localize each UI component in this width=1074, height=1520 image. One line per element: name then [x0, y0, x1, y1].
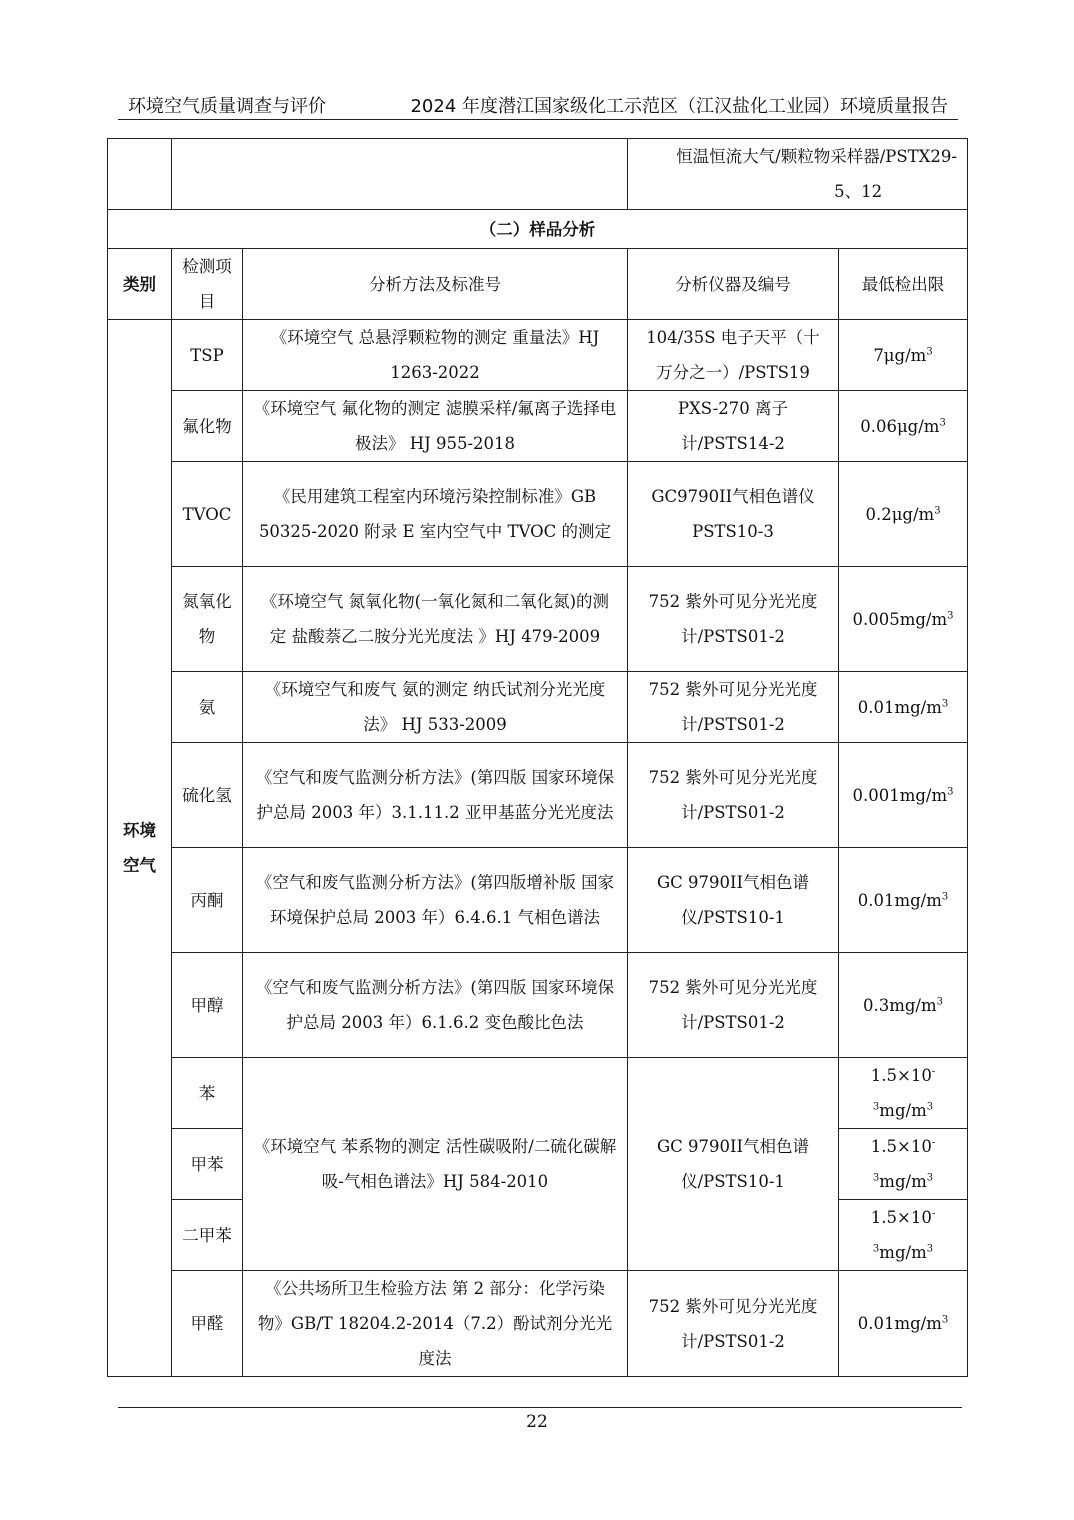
limit-unit-exponent: 3	[926, 1101, 934, 1113]
method-cell: 《空气和废气监测分析方法》(第四版 国家环境保护总局 2003 年）6.1.6.2 变色酸比色法	[243, 953, 628, 1058]
limit-unit-exponent: 3	[926, 1172, 934, 1184]
limit-cell	[839, 462, 968, 567]
limit-exponent-sign: -	[931, 1137, 936, 1149]
method-cell: 《民用建筑工程室内环境污染控制标准》GB 50325-2020 附录 E 室内空气中 TVOC 的测定	[243, 462, 628, 567]
header-right-title: 2024 年度潜江国家级化工示范区（江汉盐化工业园）环境质量报告	[410, 96, 948, 117]
limit-cell	[839, 1129, 968, 1200]
table-row	[108, 953, 968, 1058]
limit-exponent: 3	[936, 996, 944, 1007]
page-header	[118, 92, 958, 120]
limit-exponent: 3	[941, 891, 949, 902]
limit-unit: mg/m	[879, 1172, 927, 1191]
table-row	[108, 672, 968, 743]
method-cell: 《环境空气 氟化物的测定 滤膜采样/氟离子选择电极法》 HJ 955-2018	[243, 391, 628, 462]
table-row	[108, 743, 968, 848]
limit-value: 1.5×10	[870, 1208, 932, 1227]
limit-cell	[839, 1058, 968, 1129]
item-cell: 甲醛	[172, 1271, 243, 1377]
instrument-cell: 752 紫外可见分光光度计/PSTS01-2	[628, 953, 839, 1058]
sampler-instrument-line1: 恒温恒流大气/颗粒物采样器/PSTX29-	[676, 147, 958, 166]
limit-unit: mg/m	[879, 1101, 927, 1120]
item-cell: 甲醇	[172, 953, 243, 1058]
limit-cell	[839, 1271, 968, 1377]
table-row	[108, 391, 968, 462]
table-header-row	[108, 249, 968, 320]
limit-cell	[839, 1200, 968, 1271]
limit-cell	[839, 743, 968, 848]
table-row	[108, 139, 968, 210]
method-cell: 《空气和废气监测分析方法》(第四版 国家环境保护总局 2003 年）3.1.11.2 亚甲基蓝分光光度法	[243, 743, 628, 848]
limit-value: 0.005mg/m	[852, 609, 948, 629]
limit-value: 0.06μg/m	[860, 416, 940, 436]
item-cell: TVOC	[172, 462, 243, 567]
item-cell: 丙酮	[172, 848, 243, 953]
item-cell: 硫化氢	[172, 743, 243, 848]
table-row	[108, 462, 968, 567]
limit-cell	[839, 391, 968, 462]
limit-value: 0.001mg/m	[852, 785, 948, 805]
limit-exponent: 3	[947, 610, 954, 621]
sampler-instrument-line2: 5、12	[834, 182, 883, 201]
table-row	[108, 1058, 968, 1129]
limit-value: 0.01mg/m	[857, 697, 942, 717]
footer-divider	[118, 1407, 962, 1408]
column-header-instrument: 分析仪器及编号	[628, 249, 839, 320]
limit-exponent-sign: -	[931, 1208, 936, 1220]
item-cell: 二甲苯	[172, 1200, 243, 1271]
limit-exponent: 3	[872, 1101, 880, 1113]
limit-exponent: 3	[934, 505, 941, 516]
method-cell: 《环境空气 总悬浮颗粒物的测定 重量法》HJ 1263-2022	[243, 320, 628, 391]
column-header-method: 分析方法及标准号	[243, 249, 628, 320]
limit-cell	[839, 567, 968, 672]
limit-value: 1.5×10	[870, 1137, 932, 1156]
item-cell: 甲苯	[172, 1129, 243, 1200]
section-row	[108, 210, 968, 249]
instrument-cell: GC9790II气相色谱仪 PSTS10-3	[628, 462, 839, 567]
limit-value: 0.01mg/m	[857, 890, 942, 910]
method-cell: 《环境空气 苯系物的测定 活性碳吸附/二硫化碳解吸-气相色谱法》HJ 584-2010	[243, 1058, 628, 1271]
instrument-cell: 752 紫外可见分光光度计/PSTS01-2	[628, 1271, 839, 1377]
instrument-cell: 752 紫外可见分光光度计/PSTS01-2	[628, 567, 839, 672]
limit-value: 0.2μg/m	[865, 504, 935, 524]
limit-value: 1.5×10	[870, 1066, 932, 1085]
table-cell-empty	[108, 139, 172, 210]
column-header-item: 检测项目	[172, 249, 243, 320]
limit-exponent: 3	[872, 1243, 880, 1255]
method-cell: 《环境空气 氮氧化物(一氧化氮和二氧化氮)的测定 盐酸萘乙二胺分光光度法 》HJ 479-2009	[243, 567, 628, 672]
table-cell-empty	[172, 139, 628, 210]
instrument-cell: GC 9790II气相色谱仪/PSTS10-1	[628, 1058, 839, 1271]
limit-cell	[839, 953, 968, 1058]
method-cell: 《空气和废气监测分析方法》(第四版增补版 国家环境保护总局 2003 年）6.4.6.1 气相色谱法	[243, 848, 628, 953]
column-header-limit: 最低检出限	[839, 249, 968, 320]
limit-exponent: 3	[947, 786, 954, 797]
item-cell: 氨	[172, 672, 243, 743]
limit-exponent: 3	[939, 417, 946, 428]
page-number: 22	[526, 1412, 548, 1432]
instrument-cell: 104/35S 电子天平（十万分之一）/PSTS19	[628, 320, 839, 391]
limit-exponent: 3	[872, 1172, 880, 1184]
table-row	[108, 320, 968, 391]
instrument-cell: GC 9790II气相色谱仪/PSTS10-1	[628, 848, 839, 953]
limit-exponent-sign: -	[931, 1066, 936, 1078]
instrument-cell: 752 紫外可见分光光度计/PSTS01-2	[628, 672, 839, 743]
sampler-instrument-cell	[628, 139, 968, 210]
item-cell: TSP	[172, 320, 243, 391]
item-cell: 氮氧化物	[172, 567, 243, 672]
method-cell: 《公共场所卫生检验方法 第 2 部分：化学污染物》GB/T 18204.2-2014（7.2）酚试剂分光光度法	[243, 1271, 628, 1377]
column-header-category: 类别	[108, 249, 172, 320]
limit-cell	[839, 848, 968, 953]
item-cell: 氟化物	[172, 391, 243, 462]
header-left-title: 环境空气质量调查与评价	[128, 96, 326, 117]
limit-exponent: 3	[926, 346, 933, 357]
table-row	[108, 1271, 968, 1377]
item-cell: 苯	[172, 1058, 243, 1129]
table-row	[108, 567, 968, 672]
limit-unit: mg/m	[879, 1243, 927, 1262]
section-title: （二）样品分析	[108, 210, 968, 249]
limit-exponent: 3	[941, 1314, 949, 1326]
category-cell: 环境空气	[108, 320, 172, 1377]
limit-value: 0.3mg/m	[862, 995, 937, 1015]
limit-cell	[839, 320, 968, 391]
limit-exponent: 3	[941, 698, 949, 709]
limit-cell	[839, 672, 968, 743]
header-divider	[118, 119, 958, 120]
analysis-methods-table	[107, 138, 968, 1377]
instrument-cell: 752 紫外可见分光光度计/PSTS01-2	[628, 743, 839, 848]
limit-unit-exponent: 3	[926, 1243, 934, 1255]
limit-value: 0.01mg/m	[857, 1314, 942, 1333]
instrument-cell: PXS-270 离子计/PSTS14-2	[628, 391, 839, 462]
limit-value: 7μg/m	[873, 345, 927, 365]
table-row	[108, 848, 968, 953]
method-cell: 《环境空气和废气 氨的测定 纳氏试剂分光光度法》 HJ 533-2009	[243, 672, 628, 743]
